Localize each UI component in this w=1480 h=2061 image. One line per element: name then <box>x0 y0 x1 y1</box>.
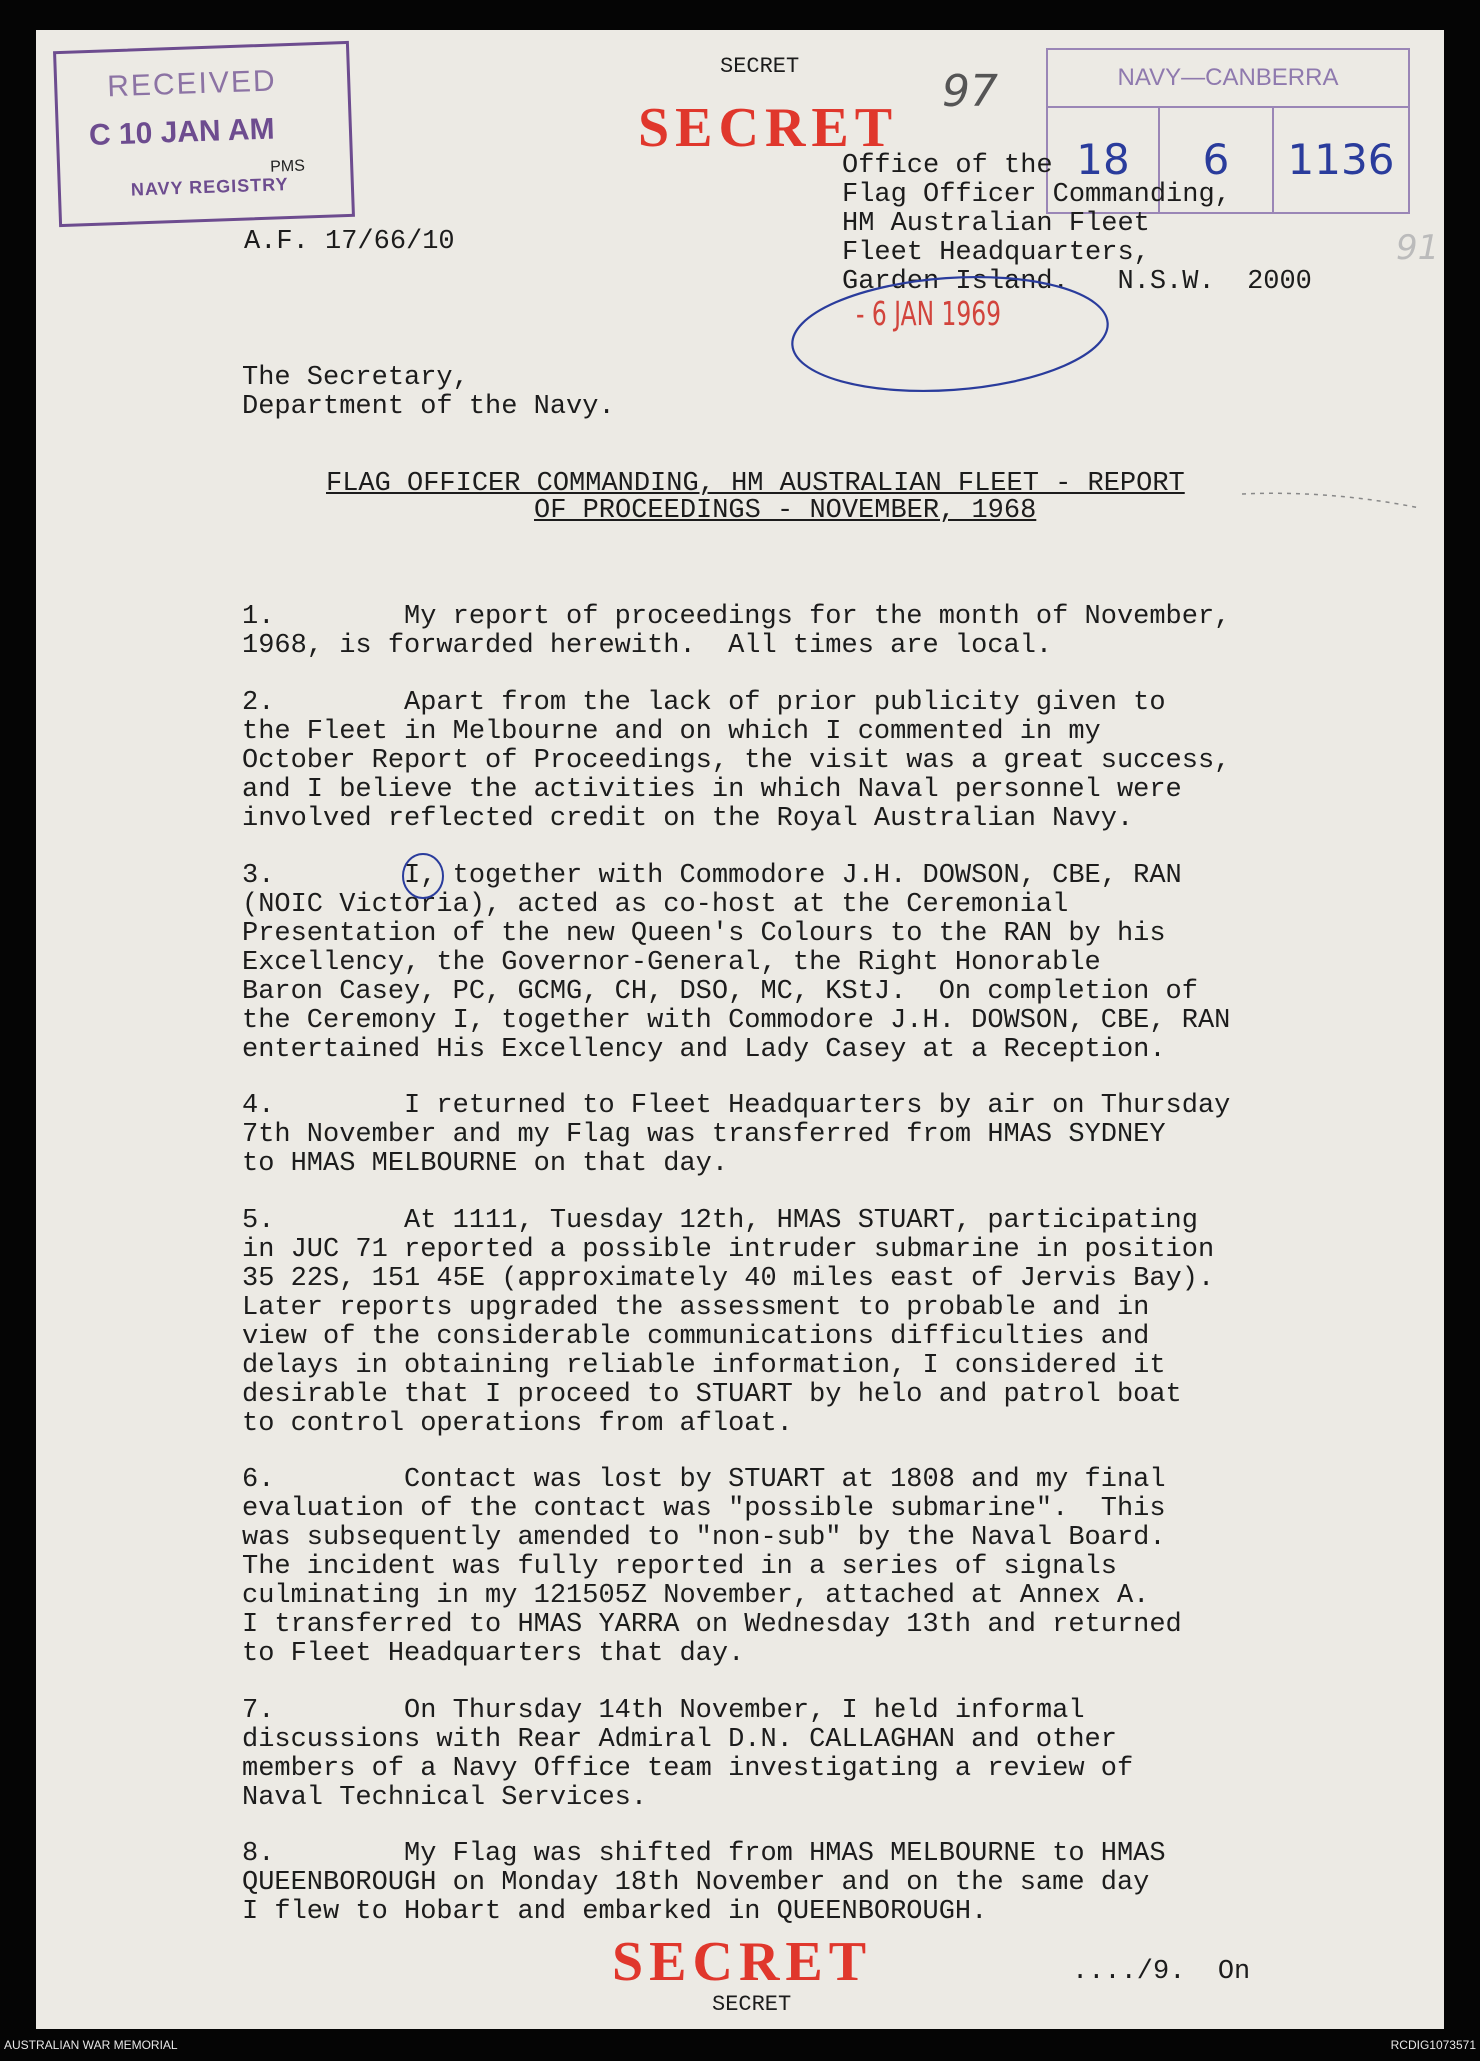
file-reference: A.F. 17/66/10 <box>244 227 455 257</box>
para-2-line-3: October Report of Proceedings, the visit was a great success, <box>242 746 1231 776</box>
address-line-5: Garden Island. N.S.W. 2000 <box>842 267 1312 297</box>
credit-left: AUSTRALIAN WAR MEMORIAL <box>4 2038 178 2052</box>
para-7-line-3: members of a Navy Office team investigating a review of <box>242 1754 1134 1784</box>
para-5-line-6: delays in obtaining reliable information, I considered it <box>242 1351 1166 1381</box>
para-3-line-4: Excellency, the Governor-General, the Right Honorable <box>242 948 1101 978</box>
para-8-line-1: 8. My Flag was shifted from HMAS MELBOURNE to HMAS <box>242 1839 1166 1869</box>
para-4-line-3: to HMAS MELBOURNE on that day. <box>242 1149 729 1179</box>
para-1-line-1: 1. My report of proceedings for the month of November, <box>242 602 1231 632</box>
credit-right: RCDIG1073571 <box>1390 2038 1476 2052</box>
para-2-line-4: and I believe the activities in which Naval personnel were <box>242 775 1182 805</box>
para-5-line-5: view of the considerable communications difficulties and <box>242 1322 1150 1352</box>
navy-stamp-title: NAVY—CANBERRA <box>1048 50 1408 108</box>
para-3-line-1: 3. I, together with Commodore J.H. DOWSON, CBE, RAN <box>242 861 1182 891</box>
para-3-line-5: Baron Casey, PC, GCMG, CH, DSO, MC, KStJ. On completion of <box>242 977 1198 1007</box>
secret-red-top: SECRET <box>638 97 899 159</box>
received-stamp-registry: NAVY REGISTRY <box>130 174 289 200</box>
secret-red-bottom: SECRET <box>612 1931 873 1993</box>
subject-line-2: OF PROCEEDINGS - NOVEMBER, 1968 <box>534 496 1037 526</box>
navy-stamp-cell-3: 1136 <box>1287 135 1395 184</box>
address-line-2: Flag Officer Commanding, <box>842 180 1231 210</box>
secret-typed-top: SECRET <box>720 54 800 79</box>
address-line-3: HM Australian Fleet <box>842 209 1150 239</box>
para-3-line-7: entertained His Excellency and Lady Casey at a Reception. <box>242 1035 1166 1065</box>
para-6-line-1: 6. Contact was lost by STUART at 1808 and my final <box>242 1465 1166 1495</box>
date-received-stamp: - 6 JAN 1969 <box>856 296 1002 334</box>
navy-stamp-cell-1: 18 <box>1048 108 1160 212</box>
para-2-line-1: 2. Apart from the lack of prior publicity given to <box>242 688 1166 718</box>
received-stamp-title: RECEIVED <box>106 64 278 104</box>
para-8-line-2: QUEENBOROUGH on Monday 18th November and on the same day <box>242 1868 1150 1898</box>
address-line-1: Office of the <box>842 151 1053 181</box>
para-3-line-6: the Ceremony I, together with Commodore J.H. DOWSON, CBE, RAN <box>242 1006 1231 1036</box>
handwritten-circle-mark <box>398 850 448 902</box>
para-4-line-2: 7th November and my Flag was transferred from HMAS SYDNEY <box>242 1120 1166 1150</box>
para-6-line-2: evaluation of the contact was "possible submarine". This <box>242 1494 1166 1524</box>
para-6-line-6: I transferred to HMAS YARRA on Wednesday 13th and returned <box>242 1610 1182 1640</box>
continuation-marker: ..../9. On <box>1072 1957 1251 1987</box>
para-5-line-1: 5. At 1111, Tuesday 12th, HMAS STUART, participating <box>242 1206 1198 1236</box>
para-5-line-4: Later reports upgraded the assessment to probable and in <box>242 1293 1150 1323</box>
received-stamp-date: C 10 JAN AM <box>88 112 276 153</box>
document-page <box>36 30 1444 2029</box>
para-6-line-3: was subsequently amended to "non-sub" by the Naval Board. <box>242 1523 1166 1553</box>
para-7-line-1: 7. On Thursday 14th November, I held informal <box>242 1696 1085 1726</box>
para-7-line-2: discussions with Rear Admiral D.N. CALLAGHAN and other <box>242 1725 1117 1755</box>
addressee-line-1: The Secretary, <box>242 363 469 393</box>
para-7-line-4: Naval Technical Services. <box>242 1783 648 1813</box>
para-8-line-3: I flew to Hobart and embarked in QUEENBOROUGH. <box>242 1897 988 1927</box>
para-4-line-1: 4. I returned to Fleet Headquarters by air on Thursday <box>242 1091 1231 1121</box>
para-6-line-7: to Fleet Headquarters that day. <box>242 1639 745 1669</box>
date-stamp-circle <box>782 266 1122 406</box>
margin-stray-mark <box>1240 486 1430 516</box>
para-5-line-8: to control operations from afloat. <box>242 1409 793 1439</box>
para-1-line-2: 1968, is forwarded herewith. All times are local. <box>242 631 1053 661</box>
para-2-line-2: the Fleet in Melbourne and on which I commented in my <box>242 717 1101 747</box>
para-5-line-7: desirable that I proceed to STUART by helo and patrol boat <box>242 1380 1182 1410</box>
para-6-line-5: culminating in my 121505Z November, attached at Annex A. <box>242 1581 1150 1611</box>
received-stamp <box>53 41 355 227</box>
para-5-line-3: 35 22S, 151 45E (approximately 40 miles east of Jervis Bay). <box>242 1264 1215 1294</box>
handwritten-margin-number: 91 <box>1396 228 1440 268</box>
handwritten-folio-number: 97 <box>942 66 998 117</box>
subject-line-1: FLAG OFFICER COMMANDING, HM AUSTRALIAN FLEET - REPORT <box>326 469 1185 499</box>
address-line-4: Fleet Headquarters, <box>842 238 1150 268</box>
addressee-line-2: Department of the Navy. <box>242 392 615 422</box>
para-2-line-5: involved reflected credit on the Royal Australian Navy. <box>242 804 1134 834</box>
para-6-line-4: The incident was fully reported in a series of signals <box>242 1552 1117 1582</box>
para-3-line-3: Presentation of the new Queen's Colours to the RAN by his <box>242 919 1166 949</box>
para-3-line-2: (NOIC Victoria), acted as co-host at the Ceremonial <box>242 890 1069 920</box>
para-5-line-2: in JUC 71 reported a possible intruder submarine in position <box>242 1235 1215 1265</box>
secret-typed-bottom: SECRET <box>712 1992 792 2017</box>
received-stamp-initials: PMS <box>269 157 306 176</box>
navy-stamp-cell-2: 6 <box>1160 108 1274 212</box>
